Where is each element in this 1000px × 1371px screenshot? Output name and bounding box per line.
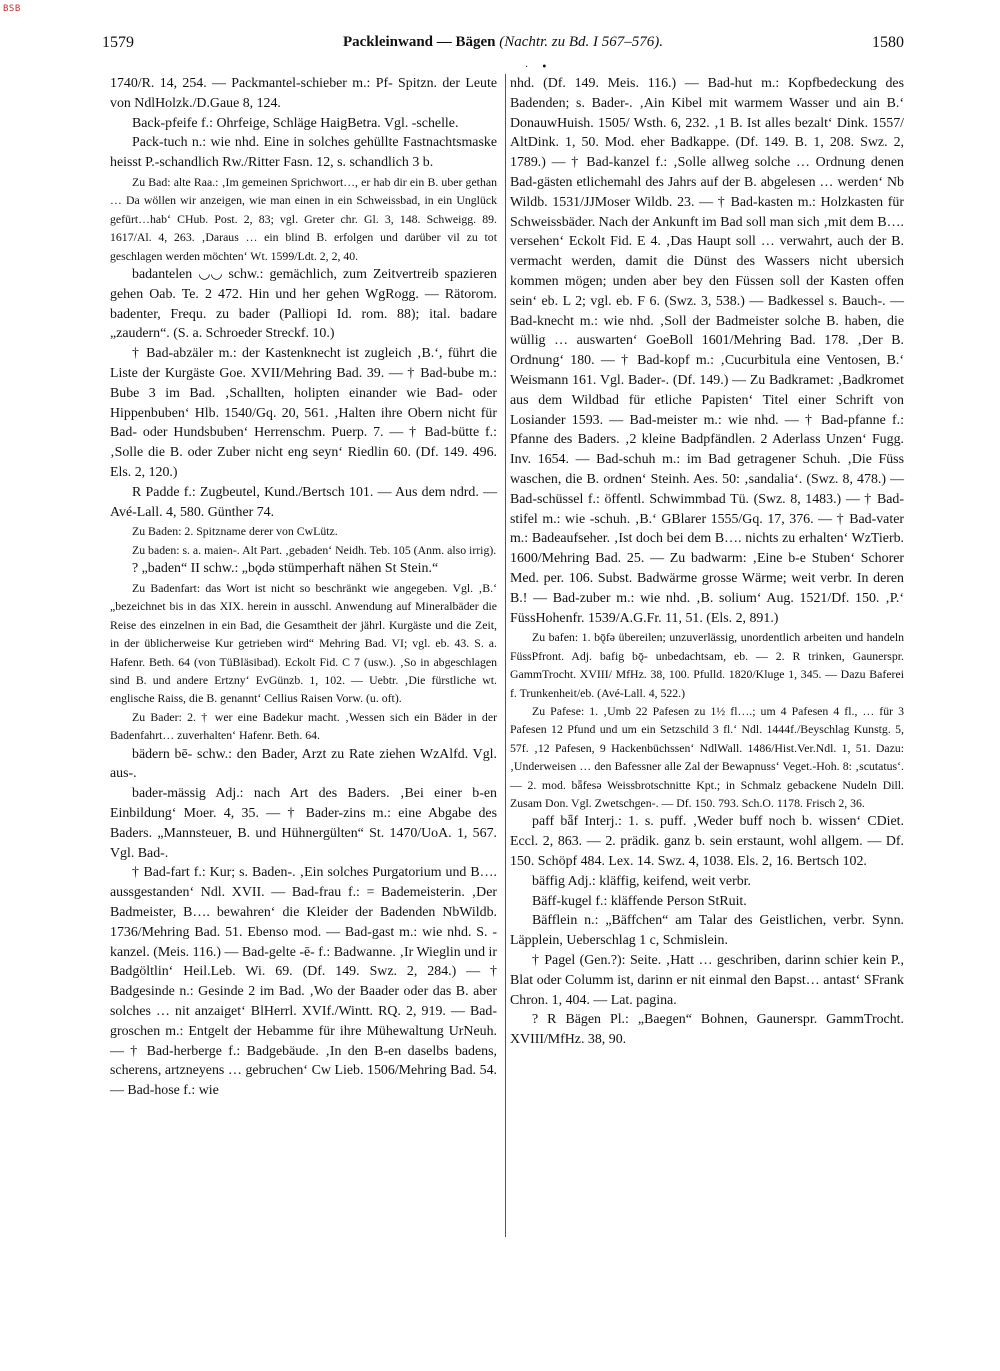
dictionary-entry: † Pagel (Gen.?): Seite. ‚Hatt … geschriben, darinn schier kein P., Blat oder Columm ist, darinn er nit einmal den Bapst… antast‘ SFrank Chron. 1, 404. — Lat. pagina.	[510, 952, 904, 1008]
dictionary-entry: Bäfflein n.: „Bäffchen“ am Talar des Geistlichen, verbr. Synn. Läpplein, Ueberschlag 1 c, Schmislein.	[510, 913, 904, 949]
dictionary-entry: bädern bē- schw.: den Bader, Arzt zu Rate ziehen WzAlfd. Vgl. aus-.	[110, 746, 497, 782]
right-column	[510, 74, 904, 1050]
dictionary-entry: R Padde f.: Zugbeutel, Kund./Bertsch 101. — Aus dem ndrd. — Avé-Lall. 4, 580. Günther 74.	[110, 484, 497, 520]
running-title-note: (Nachtr. zu Bd. I 567–576).	[499, 34, 664, 50]
column-divider	[505, 74, 506, 1237]
dictionary-entry: bäffig Adj.: kläffig, keifend, weit verbr.	[532, 873, 751, 889]
running-title-main: Packleinwand — Bägen	[342, 34, 496, 50]
dictionary-entry: Zu Badenfart: das Wort ist nicht so beschränkt wie angegeben. Vgl. ‚B.‘ „bezeichnet bis in das XIX. herein in ausschl. Anwendung auf Mineralbäder die Reise des einzelnen in ein Bad, die Gesamtheit der jährl. Kurgäste und die Zeit, in der üblicherweise Kur getrieben wird“ Mehring Bad. VI; vgl. eb. 43. S. a. Hafenr. Beth. 64 (von TüBläsibad). Eckolt Fid. C 7 (usw.). ‚So in abgeschlagen sind B. und andere Ertzny‘ EvGünzb. 1, 102. — Uebtr. ‚Die fürstliche wt. englische Raiss, die B. genannt‘ Cellius Raisen Vorw. (u. oft).	[110, 580, 497, 706]
dictionary-entry: † Bad-fart f.: Kur; s. Baden-. ‚Ein solches Purgatorium und B…. aussgestanden‘ Ndl. XVII. — Bad-frau f.: = Bademeisterin. ‚Der Badmeister, B…. bewahren‘ die Kleider der Badenden NbWildb. 1736/Mehring Bad. 51. Ebenso mod. — Bad-gast m.: wie nhd. S. -kanzel. (Meis. 116.) — Bad-gelte -ē- f.: Badwanne. ‚Ir Wieglin und ir Badgöltlin‘ Heil.Leb. Wi. 69. (Df. 149. Swz. 2, 284.) — † Badgesinde n.: Gesinde 2 im Bad. ‚Wo der Baader oder das B. aber solches … nit anzaiget‘ BlHerrl. XVIf./Wintt. RQ. 2, 919. — Bad-groschen m.: Entgelt der Hebamme für ihre Mühewaltung UrNeuh. — † Bad-herberge f.: Badgebäude. ‚In den B-en daselbs badens, scherens, artzneyens … gebruchen‘ Cw Lieb. 1506/Mehring Bad. 54. — Bad-hose f.: wie	[110, 865, 497, 1099]
dictionary-entry: paff bǟf Interj.: 1. s. puff. ‚Weder buff noch b. wissen‘ CDiet. Eccl. 2, 863. — 2. prädik. ganz b. sein erstaunt, wohl allgem. — Df. 150. Schöpf 484. Lex. 14. Swz. 4, 1038. Els. 2, 16. Bertsch 102.	[510, 814, 904, 869]
dictionary-entry: ? „baden“ II schw.: „bǫdə stümperhaft nähen St Stein.“	[132, 561, 439, 577]
dictionary-entry: Zu baden: s. a. maien-. Alt Part. ‚gebaden‘ Neidh. Teb. 105 (Anm. also irrig).	[132, 542, 497, 557]
dictionary-entry: nhd. (Df. 149. Meis. 116.) — Bad-hut m.: Kopfbedeckung des Badenden; s. Bader-. ‚Ain Kibel mit warmem Wasser und ain B.‘ DonauwHuish. 1505/ Wsth. 6, 232. ‚1 B. Ist alles bezalt‘ Dink. 1557/ AltDink. 1, 50. Mod. eher Badkappe. (Df. 149. B. 1, 208. Swz. 2, 1789.) — † Bad-kanzel f.: ‚Solle allweg solche … Ordnung denen Bad-gästen etlichemahl des Jahrs auf der B. abgelesen … werden‘ Nb Wildb. 1531/JJMoser Wildb. 23. — † Bad-kasten m.: Holzkasten für Schweissbäder. Nach der Ankunft im Bad soll man sich ‚mit dem B…. versehen‘ Eckolt Fid. E 4. ‚Das Haupt soll … verwahrt, auch der B. vermacht werden, damit die Dünst des Wassers nicht ubersich kommen mögen; unden aber bey den Füssen soll der Kasten offen sein‘ eb. L 2; vgl. eb. F 6. (Swz. 3, 538.) — Badkessel s. Bauch-. — Bad-knecht m.: wie nhd. ‚Soll der Badmeister solche B. haben, die wüllig … auswarten‘ GoeBoll 1601/Mehring Bad. 178. ‚Der B. Ordnung‘ 180. — † Bad-kopf m.: ‚Cucurbitula eine Ventosen, B.‘ Weismann 161. Vgl. Bader-. (Df. 149.) — Zu Badkramet: ‚Badkromet aus dem Wildbad für etliche Papisten‘ Titel einer Schrift von Losiander 1593. — Bad-meister m.: wie nhd. — † Bad-pfanne f.: Pfanne des Baders. ‚2 kleine Badpfändlen. 2 Aderlass Unzen‘ Fugg. Inv. 1654. — Bad-schuh m.: im Bad getragener Schuh. ‚Die Füss waschen, die B. ordnen‘ Steinh. Aes. 50: ‚sandalia‘. (Swz. 8, 478.) — Bad-schüssel f.: öffentl. Schwimmbad Tü. (Swz. 8, 1483.) — † Bad-stifel m.: wie -schuh. ‚B.‘ GBlarer 1555/Gq. 17, 376. — † Bad-vater m.: Badeaufseher. ‚Ist doch bei dem B…. nichts zu erhalten‘ WzTierb. 1600/Mehring Bad. 25. — Zu badwarm: ‚Eine b-e Stuben‘ Schorer Med. per. 106. Subst. Badwärme grosse Wärme; weit verbr. In deren B.! — Bad-zuber m.: wie nhd. ‚B. solium‘ Aug. 1521/Df. 150. ‚P.‘ FüssHohenfr. 1539/A.G.Fr. 11, 51. (Els. 2, 891.)	[510, 76, 904, 626]
running-title	[102, 34, 904, 51]
dictionary-entry: 1740/R. 14, 254. — Packmantel-schieber m.: Pf- Spitzn. der Leute von NdlHolzk./D.Gaue 8, 124.	[110, 76, 497, 111]
dictionary-entry: Zu Pafese: 1. ‚Umb 22 Pafesen zu 1½ fl….; um 4 Pafesen 4 fl., … für 3 Pafesen 12 Pfund und um ein Setzschild 3 fl.‘ Ndl. 1444f./Beyschlag Kunstg. 5, 57f. ‚12 Pafesen, 9 Hackenbüchssen‘ NdlWall. 1486/Hist.Ver.Ndl. 1, 51. Dazu: ‚Underweisen … den Bafessner alle Zal der Bewapnuss‘ Veget.-Hoh. 8: ‚scutatus‘. — 2. mod. bǟfesə Weissbrotschnitte Kpt.; in Schmalz gebackene Nudeln Dill. Zusam Don. Vgl. Zwetschgen-. — Df. 150. 793. Sch.O. 1178. Frisch 2, 36.	[510, 703, 904, 810]
library-watermark: BSB	[3, 4, 21, 14]
page-number-left: 1579	[102, 34, 134, 51]
dictionary-entry: Zu bafen: 1. bǭfə übereilen; unzuverlässig, unordentlich arbeiten und handeln FüssPfront. Adj. bafig bǭ- unbedachtsam, eb. — 2. R trinken, Gaunerspr. GammTrocht. XVIII/ MfHz. 38, 100. Pfulld. 1820/Kluge 1, 345. — Dazu Baferei f. Trunkenheit/eb. (Avé-Lall. 4, 522.)	[510, 630, 904, 700]
dictionary-entry: badantelen ◡◡ schw.: gemächlich, zum Zeitvertreib spazieren gehen Oab. Te. 2 472. Hin und her gehen WgRogg. — Rätorom. badenter, Frequ. zu bader (Palliopi Id. rom. 88); ital. badare „zaudern“. (S. a. Schroeder Streckf. 10.)	[110, 267, 497, 342]
dictionary-entry: Bäff-kugel f.: kläffende Person StRuit.	[532, 893, 747, 909]
page-header	[102, 34, 904, 56]
dictionary-entry: Back-pfeife f.: Ohrfeige, Schläge HaigBetra. Vgl. -schelle.	[132, 115, 459, 131]
dictionary-entry: ? R Bägen Pl.: „Baegen“ Bohnen, Gaunerspr. GammTrocht. XVIII/MfHz. 38, 90.	[510, 1012, 904, 1048]
dictionary-entry: † Bad-abzäler m.: der Kastenknecht ist zugleich ‚B.‘, führt die Liste der Kurgäste Goe. XVII/Mehring Bad. 39. — † Bad-bube m.: Bube 3 im Bad. ‚Schallten, holipten einander wie Bad- oder Hippenbuben‘ Hlb. 1540/Gq. 20, 561. ‚Halten ihre Obern nicht für Bad- oder Hundsbuben‘ Herrenschm. Puerp. 7. — † Bad-bütte f.: ‚Solle die B. oder Zuber nicht eng seyn‘ Riedlin 60. (Df. 149. 496. Els. 2, 120.)	[110, 346, 497, 480]
dictionary-entry: Zu Bad: alte Raa.: ‚Im gemeinen Sprichwort…, er hab dir ein B. uber gethan … Da wöllen wir anzeigen, wie man einen in ein Schweissbad, in ein Unglück gefürt…hab‘ CHub. Post. 2, 83; vgl. Greter chr. Gl. 3, 148. Schweigg. 89. 1617/Al. 4, 263. ‚Daraus … ein blind B. erfolgen und darüber vil zu tot geschlagen werden möchten‘ Wt. 1599/Ldt. 2, 2, 40.	[110, 174, 497, 263]
dictionary-entry: Zu Baden: 2. Spitzname derer von CwLütz.	[132, 524, 338, 539]
left-column	[110, 74, 497, 1101]
page-number-right: 1580	[872, 34, 904, 51]
dictionary-entry: Pack-tuch n.: wie nhd. Eine in solches gehüllte Fastnachtsmaske heisst P.-schandlich Rw./Ritter Fasn. 12, s. schandlich 3 b.	[110, 135, 497, 171]
dictionary-entry: Zu Bader: 2. † wer eine Badekur macht. ‚Wessen sich ein Bäder in der Badenfahrt… zuverhalten‘ Hafenr. Beth. 64.	[110, 709, 497, 743]
header-dots: · •	[525, 62, 553, 73]
dictionary-entry: bader-mässig Adj.: nach Art des Baders. ‚Bei einer b-en Einbildung‘ Moer. 4, 35. — † Bader-zins m.: eine Abgabe des Baders. „Mannsteuer, B. und Hühnergülten“ St. 1470/UoA. 1, 567. Vgl. Bad-.	[110, 786, 497, 861]
